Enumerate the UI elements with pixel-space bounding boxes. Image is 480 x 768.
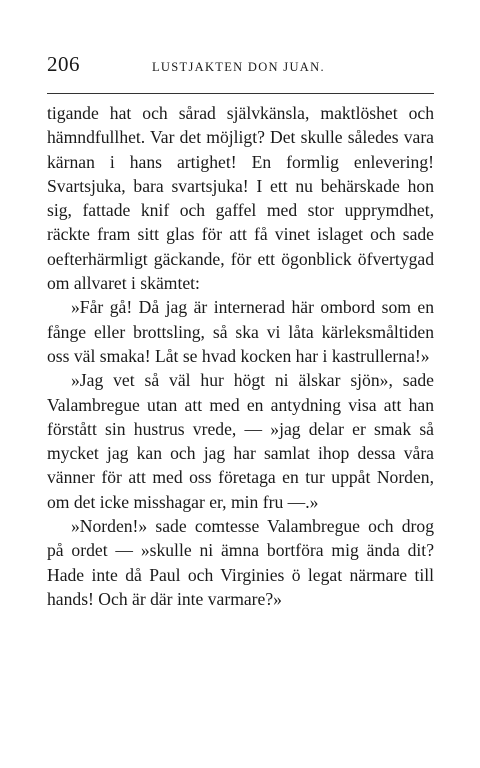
paragraph-4: »Norden!» sade comtesse Valambregue och drog på ordet — »skulle ni ämna bortföra mig ända dit? Hade inte då Paul och Virginies ö legat närmare till hands! Och är där inte varmare?» <box>47 516 434 609</box>
paragraph-3: »Jag vet så väl hur högt ni älskar sjön», sade Valambregue utan att med en antydning visa att han förstått sin hustrus vrede, — »jag delar er smak så mycket jag kan och jag har samlat ihop dessa våra vänner för att med oss företaga en tur uppåt Norden, om det icke misshagar er, min fru —.» <box>47 370 434 512</box>
paragraph-1: tigande hat och sårad självkänsla, maktlöshet och hämndfullhet. Var det möjligt? Det skulle således vara kärnan i hans artighet! En formlig enlevering! Svartsjuka, bara svartsjuka! I ett nu behärskade hon sig, fattade knif och gaffel med stor upprymdhet, räckte fram sitt glas för att få vinet islaget och sade oefterhärmligt gäckande, för ett ögonblick öfvertygad om allvaret i skämtet: <box>47 103 434 294</box>
page-number: 206 <box>47 52 80 76</box>
page-header <box>47 52 434 76</box>
paragraph-2: »Får gå! Då jag är internerad här ombord som en fånge eller brottsling, så ska vi låta kärleksmåltiden oss väl smaka! Låt se hvad kocken har i kastrullerna!» <box>47 297 434 366</box>
header-rule <box>47 93 434 94</box>
running-title: LUSTJAKTEN DON JUAN. <box>152 60 325 74</box>
body-text <box>47 101 434 611</box>
